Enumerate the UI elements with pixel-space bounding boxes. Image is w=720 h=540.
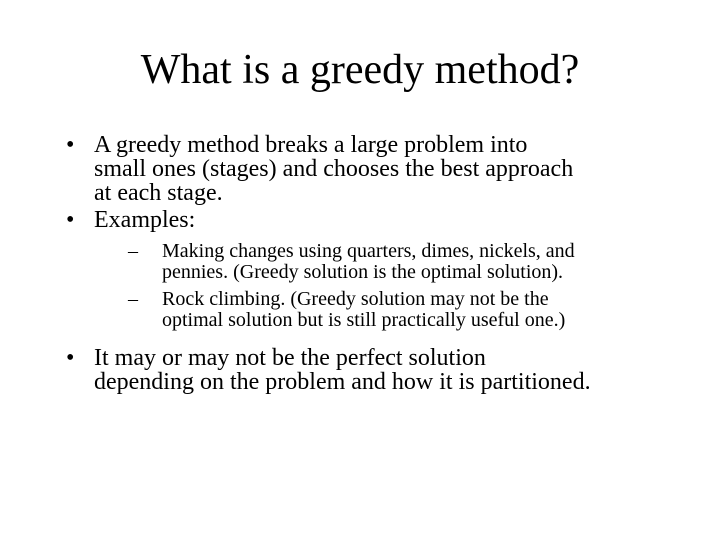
bullet-list: [66, 133, 686, 397]
bullet-item: [66, 208, 686, 331]
sub-bullet-text-line: pennies. (Greedy solution is the optimal solution).: [162, 261, 564, 283]
bullet-marker: •: [66, 207, 75, 233]
bullet-marker: •: [66, 345, 75, 371]
bullet-item: [66, 133, 686, 205]
sub-bullet-text-line: Rock climbing. (Greedy solution may not be the: [162, 288, 549, 310]
sub-bullet-item: [128, 289, 720, 331]
sub-bullet-item: [128, 241, 720, 283]
bullet-item: [66, 346, 686, 394]
sub-bullet-text-line: Making changes using quarters, dimes, nickels, and: [162, 240, 575, 262]
sub-bullet-marker: –: [128, 240, 138, 262]
bullet-marker: •: [66, 132, 75, 158]
bullet-text-line: It may or may not be the perfect solution: [94, 345, 486, 371]
slide-title: What is a greedy method?: [140, 47, 580, 93]
sub-bullet-text-line: optimal solution but is still practically useful one.): [162, 309, 566, 331]
bullet-text-line: at each stage.: [94, 180, 223, 206]
sub-bullet-marker: –: [128, 288, 138, 310]
sub-bullet-list: [128, 241, 720, 331]
bullet-text-line: depending on the problem and how it is partitioned.: [94, 369, 591, 395]
bullet-text-line: A greedy method breaks a large problem into: [94, 132, 528, 158]
bullet-text-line: Examples:: [94, 207, 196, 233]
bullet-text-line: small ones (stages) and chooses the best approach: [94, 156, 574, 182]
